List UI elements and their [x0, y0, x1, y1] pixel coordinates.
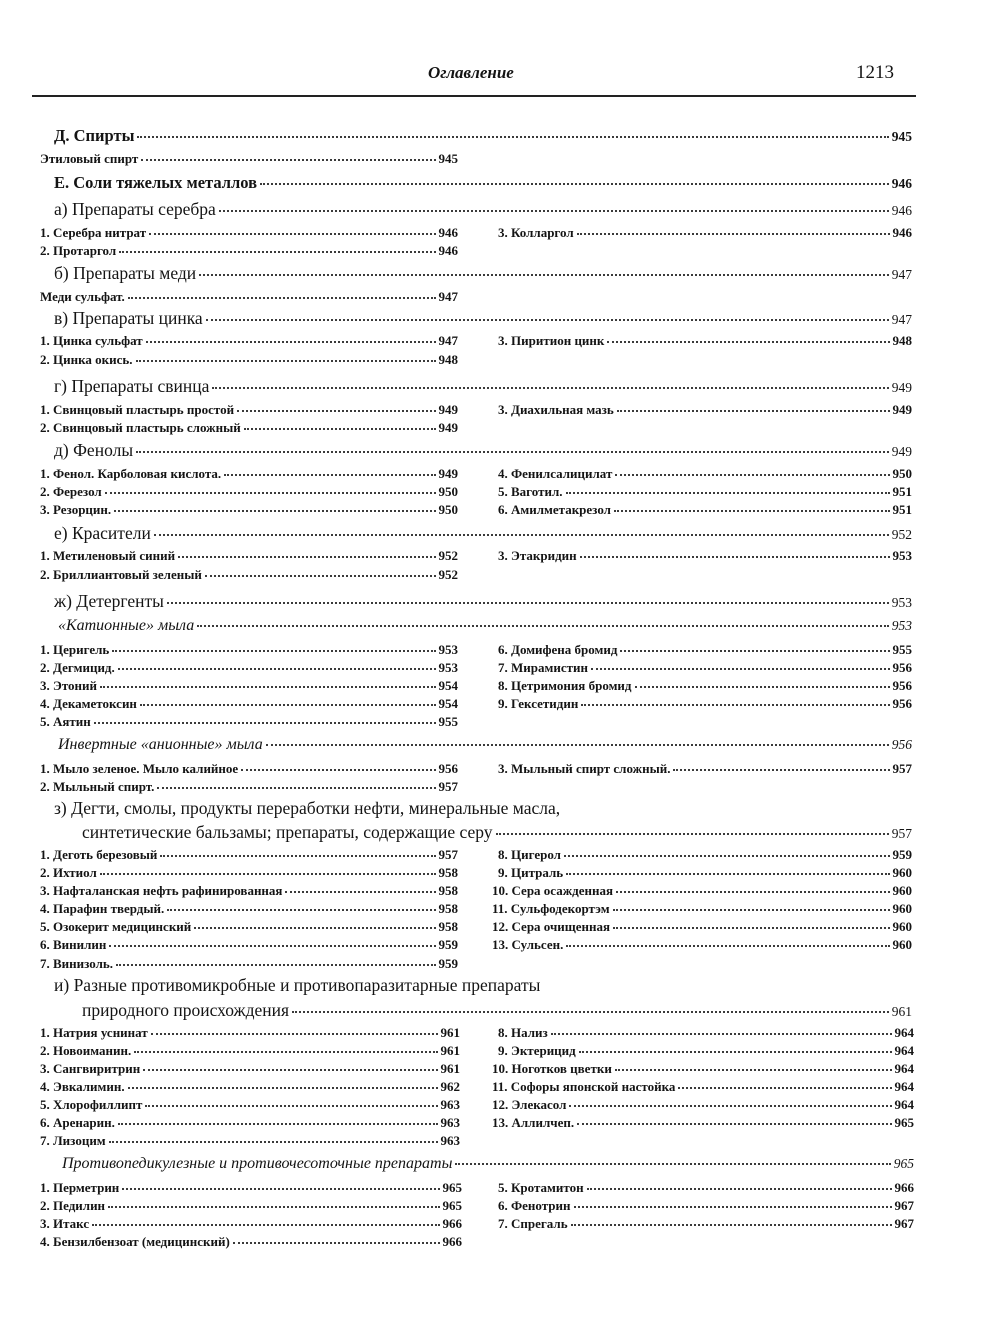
dot-leader — [574, 1206, 892, 1208]
toc-item[interactable]: 1. Церигель 953 — [40, 642, 458, 657]
dot-leader — [109, 1141, 438, 1143]
dot-leader — [108, 1206, 439, 1208]
dot-leader — [551, 1033, 892, 1035]
dot-leader — [591, 668, 890, 670]
dot-leader — [635, 686, 890, 688]
dot-leader — [118, 1123, 438, 1125]
toc-subgroup[interactable]: Инвертные «анионные» мыла 956 — [58, 736, 912, 753]
toc-item[interactable]: 4. Декаметоксин 954 — [40, 696, 458, 711]
toc-item[interactable]: 9. Эктерицид 964 — [498, 1043, 914, 1058]
dot-leader — [149, 233, 435, 235]
dot-leader — [678, 1087, 891, 1089]
toc-item[interactable]: 3. Сангвиритрин 961 — [40, 1061, 460, 1076]
toc-item[interactable]: 13. Сульсен. 960 — [492, 937, 912, 952]
dot-leader — [587, 1188, 892, 1190]
toc-subsection[interactable]: е) Красители 952 — [54, 523, 912, 543]
toc-item[interactable]: 11. Софоры японской настойка 964 — [492, 1079, 914, 1094]
dot-leader — [119, 251, 435, 253]
dot-leader — [455, 1163, 890, 1165]
toc-item[interactable]: 2. Мыльный спирт. 957 — [40, 779, 458, 794]
toc-item[interactable]: 2. Ферезол 950 — [40, 484, 458, 499]
dot-leader — [100, 686, 435, 688]
toc-item[interactable]: 5. Озокерит медицинский 958 — [40, 919, 458, 934]
toc-item[interactable]: 2. Протаргол 946 — [40, 243, 458, 258]
dot-leader — [224, 474, 435, 476]
dot-leader — [151, 1033, 438, 1035]
toc-subsection[interactable]: д) Фенолы 949 — [54, 440, 912, 460]
dot-leader — [244, 428, 436, 430]
dot-leader — [157, 787, 435, 789]
toc-item[interactable]: 3. Мыльный спирт сложный. 957 — [498, 761, 912, 776]
toc-item[interactable]: 6. Аренарин. 963 — [40, 1115, 460, 1130]
toc-subsection-line1: и) Разные противомикробные и противопаразитарные препараты — [54, 975, 541, 995]
toc-item[interactable]: 7. Спрегаль 967 — [498, 1216, 914, 1231]
dot-leader — [160, 855, 435, 857]
dot-leader — [607, 341, 889, 343]
toc-item[interactable]: 4. Парафин твердый. 958 — [40, 901, 458, 916]
toc-subgroup[interactable]: Противопедикулезные и противочесоточные препараты 965 — [62, 1155, 914, 1172]
dot-leader — [615, 1069, 892, 1071]
dot-leader — [496, 833, 889, 835]
dot-leader — [116, 964, 435, 966]
toc-section[interactable]: Д. Спирты 945 — [54, 126, 912, 145]
toc-item[interactable]: 1. Деготь березовый 957 — [40, 847, 458, 862]
dot-leader — [613, 909, 890, 911]
toc-item[interactable]: Этиловый спирт 945 — [40, 151, 458, 166]
toc-item[interactable]: 3. Резорцин. 950 — [40, 502, 458, 517]
toc-item[interactable]: 2. Бриллиантовый зеленый 952 — [40, 567, 458, 582]
toc-item[interactable]: 12. Элекасол 964 — [492, 1097, 914, 1112]
toc-subsection[interactable]: ж) Детергенты 953 — [54, 591, 912, 611]
toc-item[interactable]: 1. Фенол. Карболовая кислота. 949 — [40, 466, 458, 481]
dot-leader — [109, 945, 435, 947]
toc-item[interactable]: 1. Метиленовый синий 952 — [40, 548, 458, 563]
dot-leader — [143, 1069, 437, 1071]
dot-leader — [194, 927, 435, 929]
dot-leader — [199, 274, 889, 276]
dot-leader — [178, 556, 435, 558]
dot-leader — [137, 136, 888, 138]
toc-item[interactable]: 3. Итакс 966 — [40, 1216, 462, 1231]
toc-item[interactable]: 10. Ноготков цветки 964 — [492, 1061, 914, 1076]
toc-item[interactable]: 2. Свинцовый пластырь сложный 949 — [40, 420, 458, 435]
dot-leader — [569, 1105, 891, 1107]
dot-leader — [233, 1242, 440, 1244]
dot-leader — [577, 1123, 891, 1125]
toc-item[interactable]: 3. Нафталанская нефть рафинированная 958 — [40, 883, 458, 898]
dot-leader — [92, 1224, 439, 1226]
dot-leader — [579, 1051, 892, 1053]
page-number: 1213 — [856, 62, 894, 83]
toc-item[interactable]: 6. Фенотрин 967 — [498, 1198, 914, 1213]
toc-item[interactable]: 5. Кротамитон 966 — [498, 1180, 914, 1195]
toc-item[interactable]: 7. Мирамистин 956 — [498, 660, 912, 675]
dot-leader — [292, 1011, 889, 1013]
dot-leader — [205, 575, 436, 577]
dot-leader — [581, 704, 889, 706]
dot-leader — [136, 360, 436, 362]
dot-leader — [571, 1224, 892, 1226]
dot-leader — [617, 410, 890, 412]
dot-leader — [577, 233, 890, 235]
toc-item[interactable]: 3. Пиритион цинк 948 — [498, 333, 912, 348]
toc-item[interactable]: 1. Натрия уснинат 961 — [40, 1025, 460, 1040]
toc-subsection[interactable]: г) Препараты свинца 949 — [54, 376, 912, 396]
toc-item[interactable]: 10. Сера осажденная 960 — [492, 883, 912, 898]
toc-item[interactable]: 2. Ихтиол 958 — [40, 865, 458, 880]
dot-leader — [620, 650, 889, 652]
dot-leader — [145, 1105, 437, 1107]
dot-leader — [614, 510, 890, 512]
dot-leader — [105, 492, 436, 494]
toc-item[interactable]: 2. Дегмицид. 953 — [40, 660, 458, 675]
dot-leader — [197, 625, 889, 627]
toc-item[interactable]: 3. Колларгол 946 — [498, 225, 912, 240]
toc-item[interactable]: 4. Эвкалимин. 962 — [40, 1079, 460, 1094]
dot-leader — [260, 183, 889, 185]
toc-item[interactable]: 7. Лизоцим 963 — [40, 1133, 460, 1148]
toc-item[interactable]: Меди сульфат. 947 — [40, 289, 458, 304]
dot-leader — [616, 891, 889, 893]
dot-leader — [134, 1051, 437, 1053]
dot-leader — [206, 319, 889, 321]
dot-leader — [118, 668, 436, 670]
toc-item[interactable]: 9. Гексетидин 956 — [498, 696, 912, 711]
dot-leader — [140, 704, 436, 706]
toc-item[interactable]: 1. Серебра нитрат 946 — [40, 225, 458, 240]
toc-subgroup[interactable]: «Катионные» мыла 953 — [58, 617, 912, 634]
toc-item[interactable]: 4. Фенилсалицилат 950 — [498, 466, 912, 481]
toc-item[interactable]: 3. Этоний 954 — [40, 678, 458, 693]
dot-leader — [564, 855, 890, 857]
toc-item[interactable]: 6. Амилметакрезол 951 — [498, 502, 912, 517]
dot-leader — [580, 556, 890, 558]
toc-item[interactable]: 13. Аллилчеп. 965 — [492, 1115, 914, 1130]
toc-item[interactable]: 11. Сульфодекортэм 960 — [492, 901, 912, 916]
dot-leader — [613, 927, 889, 929]
toc-item[interactable]: 2. Новоиманин. 961 — [40, 1043, 460, 1058]
toc-item[interactable]: 2. Педилин 965 — [40, 1198, 462, 1213]
toc-subsection[interactable]: а) Препараты серебра 946 — [54, 199, 912, 219]
toc-subsection[interactable]: в) Препараты цинка 947 — [54, 308, 912, 328]
toc-item[interactable]: 3. Диахильная мазь 949 — [498, 402, 912, 417]
toc-item[interactable]: 12. Сера очищенная 960 — [492, 919, 912, 934]
dot-leader — [285, 891, 435, 893]
dot-leader — [241, 769, 435, 771]
dot-leader — [128, 1087, 438, 1089]
toc-item[interactable]: 3. Этакридин 953 — [498, 548, 912, 563]
dot-leader — [266, 744, 889, 746]
dot-leader — [136, 451, 889, 453]
dot-leader — [615, 474, 889, 476]
toc-item[interactable]: 1. Свинцовый пластырь простой 949 — [40, 402, 458, 417]
dot-leader — [219, 210, 889, 212]
toc-item[interactable]: 6. Винилин 959 — [40, 937, 458, 952]
dot-leader — [566, 873, 889, 875]
toc-item[interactable]: 8. Нализ 964 — [498, 1025, 914, 1040]
dot-leader — [237, 410, 435, 412]
header-rule — [32, 95, 916, 97]
toc-item[interactable]: 2. Цинка окись. 948 — [40, 352, 458, 367]
toc-item[interactable]: 5. Хлорофиллипт 963 — [40, 1097, 460, 1112]
dot-leader — [114, 510, 435, 512]
running-head-title: Оглавление — [428, 63, 514, 82]
dot-leader — [112, 650, 435, 652]
toc-item[interactable]: 7. Винизоль. 959 — [40, 956, 458, 971]
toc-section[interactable]: Е. Соли тяжелых металлов 946 — [54, 173, 912, 192]
toc-subsection-line1: з) Дегти, смолы, продукты переработки нефти, минеральные масла, — [54, 798, 561, 818]
dot-leader — [566, 492, 890, 494]
toc-item[interactable]: 4. Бензилбензоат (медицинский) 966 — [40, 1234, 462, 1249]
dot-leader — [154, 534, 889, 536]
toc-item[interactable]: 1. Мыло зеленое. Мыло калийное 956 — [40, 761, 458, 776]
toc-item[interactable]: 8. Цетримония бромид 956 — [498, 678, 912, 693]
dot-leader — [212, 387, 888, 389]
dot-leader — [146, 341, 436, 343]
toc-item[interactable]: 5. Аятин 955 — [40, 714, 458, 729]
dot-leader — [141, 159, 435, 161]
dot-leader — [167, 909, 435, 911]
dot-leader — [94, 722, 436, 724]
dot-leader — [566, 945, 889, 947]
dot-leader — [128, 297, 436, 299]
toc-subsection[interactable]: природного происхождения 961 — [82, 1000, 912, 1020]
toc-subsection[interactable]: б) Препараты меди 947 — [54, 263, 912, 283]
toc-item[interactable]: 6. Домифена бромид 955 — [498, 642, 912, 657]
dot-leader — [167, 602, 889, 604]
toc-item[interactable]: 9. Цитраль 960 — [498, 865, 912, 880]
dot-leader — [100, 873, 436, 875]
toc-item[interactable]: 8. Цигерол 959 — [498, 847, 912, 862]
dot-leader — [673, 769, 889, 771]
toc-subsection[interactable]: синтетические бальзамы; препараты, содержащие серу 957 — [82, 822, 912, 842]
toc-item[interactable]: 1. Перметрин 965 — [40, 1180, 462, 1195]
dot-leader — [122, 1188, 439, 1190]
toc-item[interactable]: 5. Ваготил. 951 — [498, 484, 912, 499]
toc-item[interactable]: 1. Цинка сульфат 947 — [40, 333, 458, 348]
